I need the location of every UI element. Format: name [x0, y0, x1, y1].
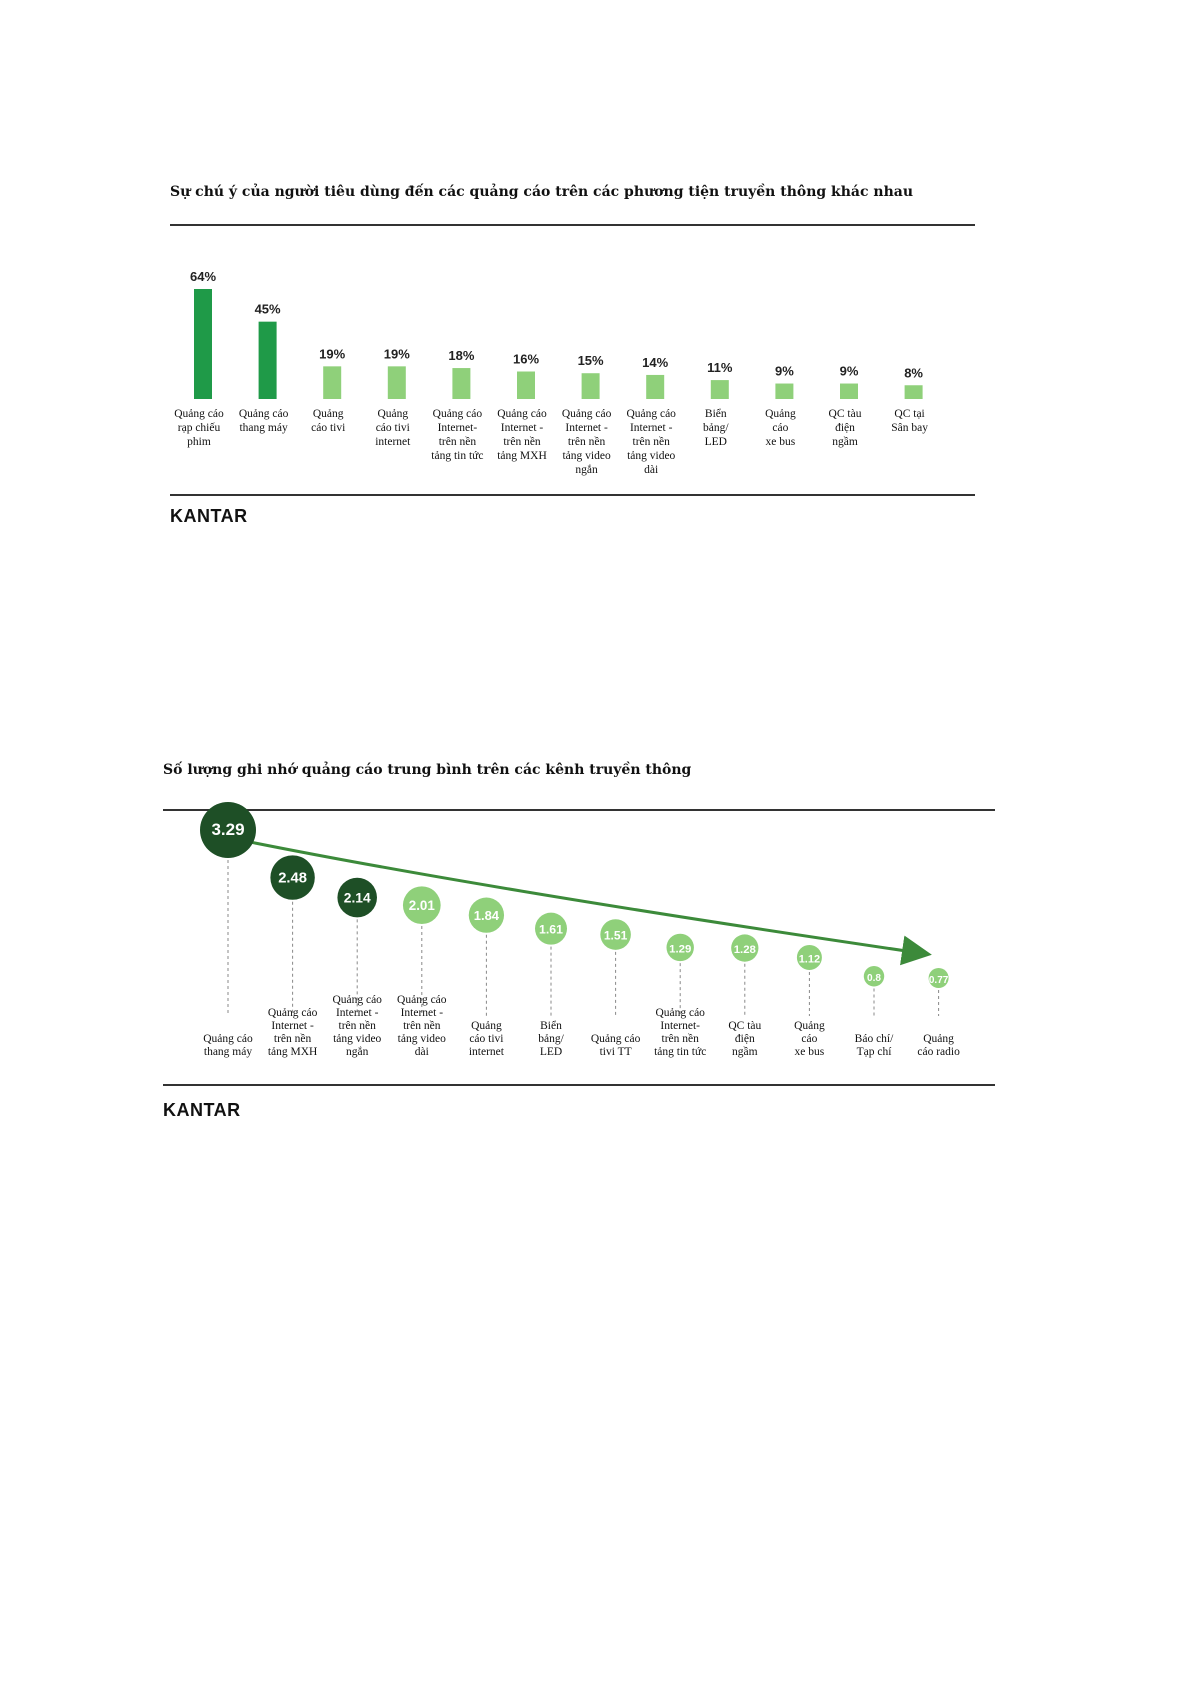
chart1-value-label: 64% [189, 269, 217, 284]
chart2-value-label: 1.29 [669, 943, 692, 956]
chart1-bar [517, 372, 535, 400]
chart1-value-label: 19% [383, 346, 410, 362]
chart1-category-label: Biển bảng/ LED [703, 408, 729, 448]
chart2-title: Số lượng ghi nhớ quảng cáo trung bình trên các kênh truyền thông [163, 762, 692, 778]
chart2-category-label: Quảng cáo Internet -trên nền tảng MXH [267, 1007, 318, 1058]
chart2-category-label: Quảng cáo tivi TT [590, 1033, 641, 1058]
chart2-category-label: Quảng cáo Internet -trên nền tảng video ngắn [332, 994, 382, 1058]
chart2-category-label: Báo chí/ Tạp chí [854, 1033, 894, 1058]
chart1-category-label: Quảng cáo Internet -trên nền tảng video ngắn [561, 408, 612, 476]
chart1-bar [323, 366, 341, 399]
chart2-value-label: 2.14 [343, 890, 371, 906]
chart2-value-label: 0.77 [928, 975, 949, 986]
chart2-value-label: 1.28 [733, 944, 756, 957]
chart2-category-label: Quảng cáo thang máy [203, 1033, 253, 1058]
chart1-value-label: 8% [904, 365, 923, 381]
chart1-value-label: 9% [775, 363, 794, 379]
chart1-bar [452, 368, 470, 399]
chart1-value-label: 15% [577, 353, 604, 369]
chart1-value-label: 16% [512, 351, 540, 367]
chart1-bar-chart [160, 215, 980, 545]
chart2-value-label: 1.84 [473, 908, 500, 924]
chart1-category-label: Quảng cáo Internet -trên nền tảng MXH [497, 408, 547, 462]
chart1-category-label: Quảng cáo tivi [311, 408, 346, 434]
chart1-category-label: Quảng cáo Internet-trên nền tảng tin tức [431, 408, 484, 462]
chart2-value-label: 0.8 [866, 973, 882, 985]
chart2-category-label: Quảng cáo Internet -trên nền tảng video dài [397, 994, 447, 1058]
chart1-bar [582, 373, 600, 399]
chart1-bar [905, 385, 923, 399]
chart1-kantar-logo: KANTAR [170, 506, 248, 526]
chart1-title: Sự chú ý của người tiêu dùng đến các quảng cáo trên các phương tiện truyền thông khác nhau [170, 184, 914, 200]
chart1-category-label: QC tàu điện ngầm [828, 408, 862, 448]
chart1-value-label: 45% [254, 301, 281, 317]
chart2-category-label: Quảng cáo radio [917, 1033, 960, 1058]
chart1-bar [259, 322, 277, 399]
chart2-category-label: Quảng cáo Internet-trên nền tảng tin tức [654, 1007, 707, 1058]
chart1-category-label: QC tại Sân bay [891, 408, 928, 434]
chart1-category-label: Quảng cáo xe bus [765, 408, 796, 448]
chart1-bar [711, 380, 729, 399]
chart2-category-label: Quảng cáo xe bus [794, 1020, 825, 1058]
chart2-category-label: QC tàu điện ngầm [728, 1020, 762, 1058]
chart1-category-label: Quảng cáo thang máy [238, 408, 289, 434]
chart1-bar [646, 375, 664, 399]
chart1-value-label: 18% [448, 348, 475, 364]
chart1-bar [840, 384, 858, 399]
chart2-value-label: 1.12 [798, 953, 821, 966]
chart2-bubble-chart [160, 800, 1010, 1100]
chart2-value-label: 1.61 [539, 922, 563, 937]
chart1-value-label: 11% [707, 360, 733, 376]
chart2-value-label: 2.48 [278, 870, 308, 887]
chart2-category-label: Quảng cáo tivi internet [468, 1020, 504, 1058]
chart2-value-label: 2.01 [408, 898, 435, 914]
chart1-bar [194, 289, 212, 399]
chart2-value-label: 3.29 [211, 820, 245, 839]
chart1-value-label: 9% [839, 363, 859, 379]
chart1-category-label: Quảng cáo Internet -trên nền tảng video dài [626, 408, 676, 476]
chart1-value-label: 14% [642, 354, 669, 370]
chart1-category-label: Quảng cáo rạp chiếu phim [174, 408, 224, 448]
chart1-bar [388, 366, 406, 399]
chart2-value-label: 1.51 [603, 928, 628, 943]
chart1-value-label: 19% [319, 346, 346, 362]
chart1-category-label: Quảng cáo tivi internet [375, 408, 411, 448]
chart2-category-label: Biển bảng/ LED [538, 1020, 564, 1058]
chart2-kantar-logo: KANTAR [163, 1100, 241, 1120]
chart1-bar [775, 384, 793, 399]
